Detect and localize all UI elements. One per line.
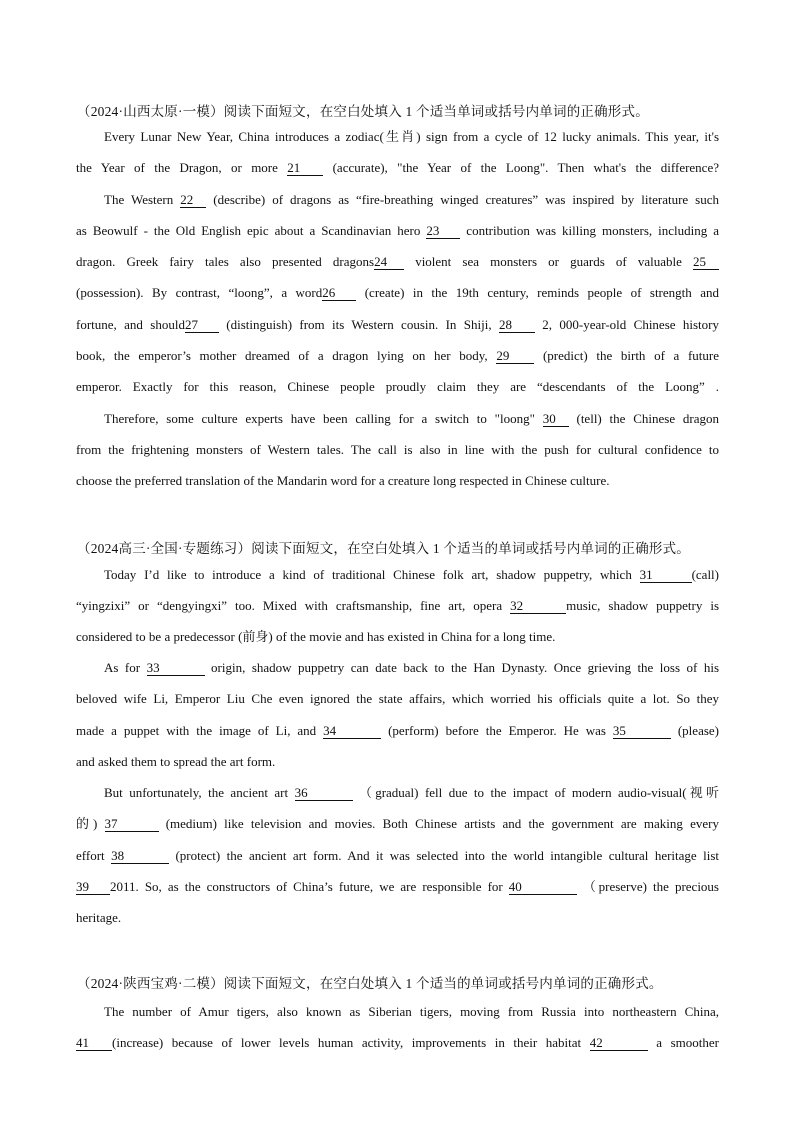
passage-text: dragon. Greek fairy tales also presented dragons <box>76 254 375 269</box>
passage-text: a smoother <box>647 1035 719 1050</box>
passage-line <box>76 347 719 365</box>
answer-blank-27[interactable]: 27 <box>185 317 219 333</box>
answer-blank-30[interactable]: 30 <box>543 411 569 427</box>
passage-line <box>104 1003 719 1021</box>
passage-text: (accurate), "the Year of the Loong". Then what's the difference? <box>323 160 719 175</box>
passage-line <box>76 284 719 302</box>
passage-text: made a puppet with the image of Li, and <box>76 723 324 738</box>
passage-line <box>76 159 719 177</box>
answer-blank-42[interactable]: 42 <box>590 1035 648 1051</box>
answer-blank-31[interactable]: 31 <box>640 567 692 583</box>
passage-text: (protect) the ancient art form. And it was selected into the world intangible cultural heritage list <box>169 848 719 863</box>
passage-line <box>76 253 719 271</box>
passage-line <box>104 659 719 677</box>
answer-blank-36[interactable]: 36 <box>295 785 353 801</box>
passage-line <box>104 191 719 209</box>
passage-text: choose the preferred translation of the Mandarin word for a creature long respected in Chinese culture. <box>76 473 610 488</box>
passage-text: contribution was killing monsters, including a <box>460 223 719 238</box>
passage-text: heritage. <box>76 910 122 925</box>
passage-text: (medium) like television and movies. Both Chinese artists and the government are making every <box>158 816 719 831</box>
section-header: （2024高三·全国·专题练习）阅读下面短文，在空白处填入 1 个适当的单词或括号内单词的正确形式。 <box>77 541 690 556</box>
answer-blank-21[interactable]: 21 <box>287 160 323 176</box>
passage-line <box>76 1034 719 1052</box>
answer-blank-28[interactable]: 28 <box>499 317 535 333</box>
answer-blank-32[interactable]: 32 <box>510 598 566 614</box>
answer-blank-25[interactable]: 25 <box>693 254 719 270</box>
passage-line <box>76 690 719 708</box>
answer-blank-22[interactable]: 22 <box>180 192 206 208</box>
passage-text: (increase) because of lower levels human activity, improvements in their habitat <box>112 1035 590 1050</box>
passage-text: (describe) of dragons as “fire-breathing winged creatures” was inspired by literature such <box>206 192 719 207</box>
passage-text: as Beowulf - the Old English epic about a Scandinavian hero <box>76 223 427 238</box>
passage-line <box>76 441 719 459</box>
passage-text: As for <box>104 660 147 675</box>
section-header: （2024·山西太原·一模）阅读下面短文，在空白处填入 1 个适当单词或括号内单词的正确形式。 <box>77 104 649 119</box>
answer-blank-41[interactable]: 41 <box>76 1035 112 1051</box>
passage-text: (tell) the Chinese dragon <box>568 411 719 426</box>
answer-blank-37[interactable]: 37 <box>105 816 159 832</box>
passage-text: the Year of the Dragon, or more <box>76 160 288 175</box>
passage-line <box>104 566 719 584</box>
answer-blank-33[interactable]: 33 <box>147 660 205 676</box>
passage-text: (possession). By contrast, “loong”, a word <box>76 285 323 300</box>
passage-text: book, the emperor’s mother dreamed of a dragon lying on her body, <box>76 348 497 363</box>
passage-line <box>104 784 719 802</box>
passage-text: beloved wife Li, Emperor Liu Che even ignored the state affairs, which worried his officials quite a lot. So they <box>76 691 719 706</box>
answer-blank-23[interactable]: 23 <box>426 223 460 239</box>
passage-line <box>76 753 719 771</box>
passage-text: (please) <box>670 723 719 738</box>
answer-blank-35[interactable]: 35 <box>613 723 671 739</box>
answer-blank-29[interactable]: 29 <box>496 348 534 364</box>
section-header: （2024·陕西宝鸡·二模）阅读下面短文，在空白处填入 1 个适当的单词或括号内单词的正确形式。 <box>77 976 663 991</box>
passage-line <box>76 222 719 240</box>
passage-text: (call) <box>691 567 719 582</box>
answer-blank-38[interactable]: 38 <box>111 848 169 864</box>
passage-text: violent sea monsters or guards of valuable <box>404 254 693 269</box>
passage-line <box>76 847 719 865</box>
passage-text: from the frightening monsters of Western tales. The call is also in line with the push for cultural confidence to <box>76 442 719 457</box>
passage-text: fortune, and should <box>76 317 185 332</box>
passage-text: (create) in the 19th century, reminds people of strength and <box>356 285 719 300</box>
passage-line <box>76 878 719 896</box>
passage-text: origin, shadow puppetry can date back to the Han Dynasty. Once grieving the loss of his <box>204 660 719 675</box>
passage-line <box>76 378 719 396</box>
passage-line <box>104 410 719 428</box>
passage-text: 2011. So, as the constructors of China’s future, we are responsible for <box>110 879 509 894</box>
answer-blank-40[interactable]: 40 <box>509 879 577 895</box>
passage-text: Every Lunar New Year, China introduces a zodiac(生肖) sign from a cycle of 12 lucky animals. This year, it's <box>104 129 719 144</box>
passage-text: The Western <box>104 192 181 207</box>
passage-line <box>76 815 719 833</box>
passage-text: music, shadow puppetry is <box>566 598 719 613</box>
answer-blank-34[interactable]: 34 <box>323 723 381 739</box>
passage-text: effort <box>76 848 112 863</box>
passage-text: But unfortunately, the ancient art <box>104 785 295 800</box>
passage-text: considered to be a predecessor (前身) of the movie and has existed in China for a long time. <box>76 629 556 644</box>
passage-text: emperor. Exactly for this reason, Chinese people proudly claim they are “descendants of the Loong” . <box>76 379 719 394</box>
passage-text: 2, 000-year-old Chinese history <box>534 317 719 332</box>
passage-text: (distinguish) from its Western cousin. In Shiji, <box>218 317 499 332</box>
passage-text: （preserve) the precious <box>576 879 719 894</box>
passage-line <box>76 597 719 615</box>
passage-text: and asked them to spread the art form. <box>76 754 276 769</box>
passage-text: “yingzixi” or “dengyingxi” too. Mixed with craftsmanship, fine art, opera <box>76 598 511 613</box>
passage-line <box>76 316 719 334</box>
passage-line <box>76 909 719 927</box>
passage-line <box>76 628 719 646</box>
passage-line <box>76 722 719 740</box>
passage-text: Today I’d like to introduce a kind of traditional Chinese folk art, shadow puppetry, which <box>104 567 640 582</box>
answer-blank-24[interactable]: 24 <box>374 254 404 270</box>
passage-text: （gradual) fell due to the impact of modern audio-visual(视听 <box>352 785 719 800</box>
passage-text: (perform) before the Emperor. He was <box>381 723 613 738</box>
passage-line <box>104 128 719 146</box>
answer-blank-26[interactable]: 26 <box>322 285 356 301</box>
passage-line <box>76 472 719 490</box>
passage-text: (predict) the birth of a future <box>534 348 719 363</box>
passage-text: The number of Amur tigers, also known as Siberian tigers, moving from Russia into northeastern China, <box>104 1004 719 1019</box>
passage-text: Therefore, some culture experts have been calling for a switch to "loong" <box>104 411 543 426</box>
answer-blank-39[interactable]: 39 <box>76 879 110 895</box>
passage-text: 的) <box>76 816 105 831</box>
